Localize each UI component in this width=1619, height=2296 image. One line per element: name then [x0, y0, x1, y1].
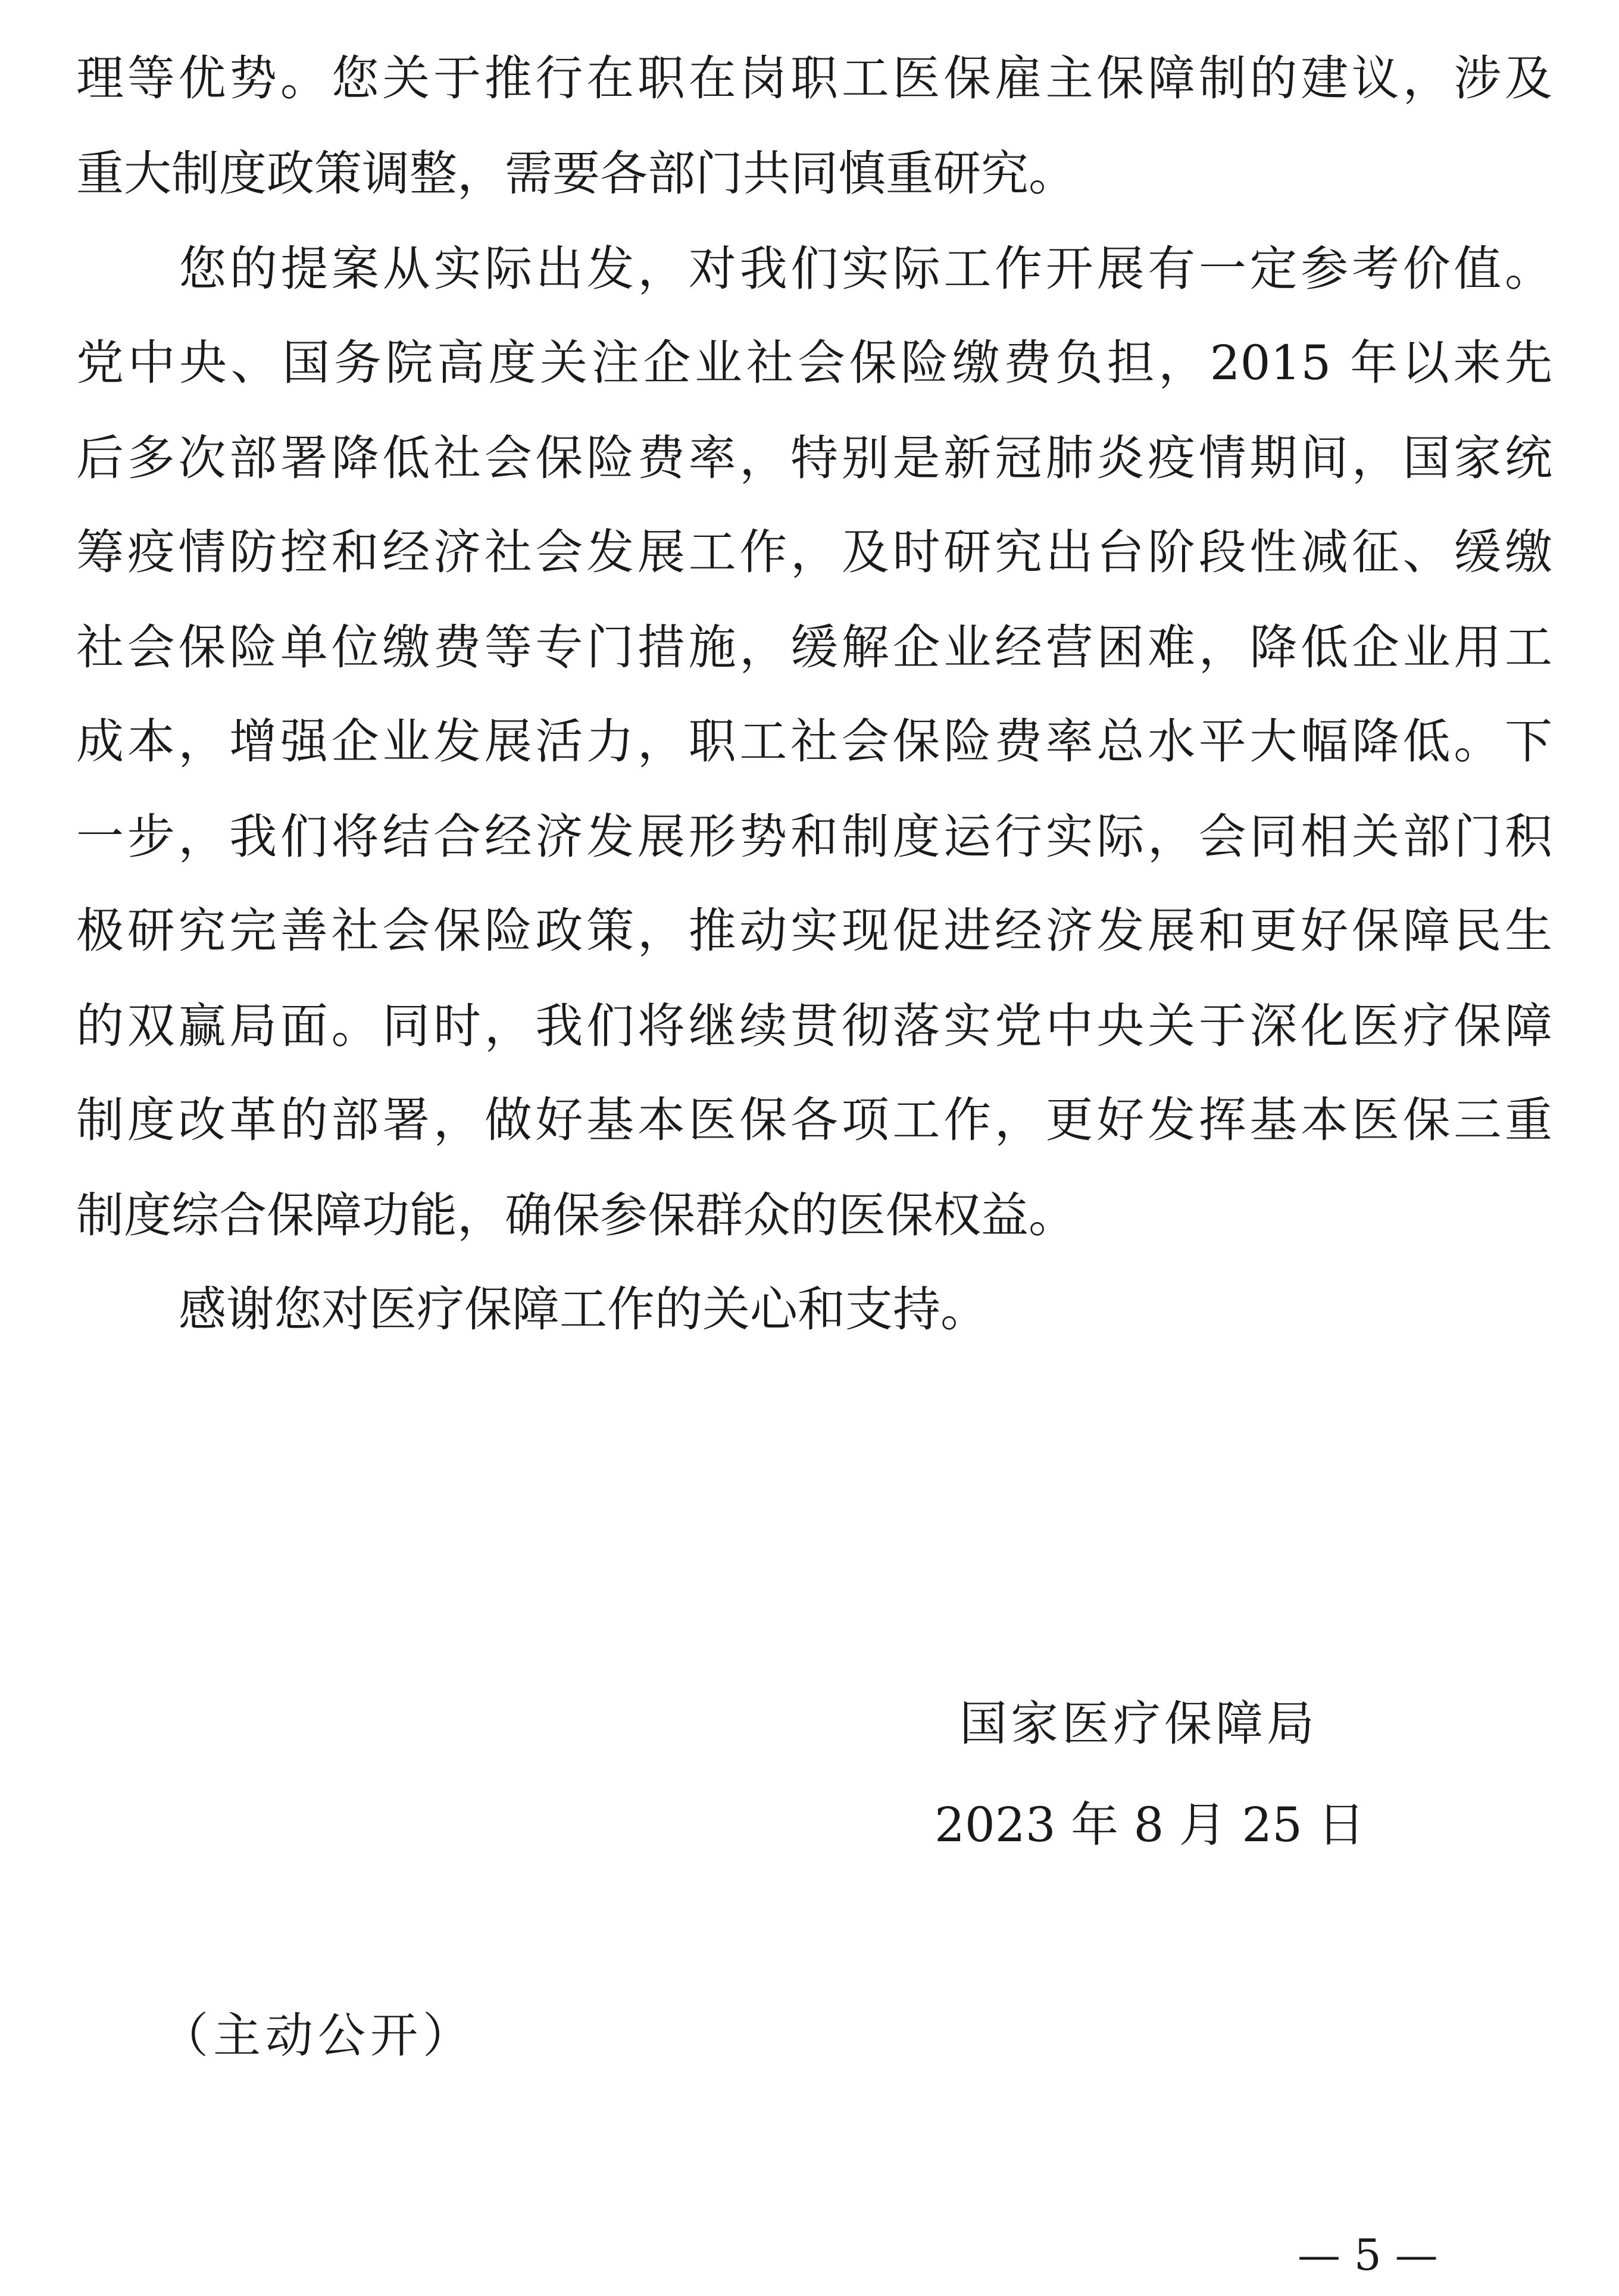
- body-line-12: 制度改革的部署，做好基本医保各项工作，更好发挥基本医保三重: [76, 1092, 1552, 1148]
- body-line-2: 重大制度政策调整，需要各部门共同慎重研究。: [76, 146, 1076, 201]
- body-line-10: 极研究完善社会保险政策，推动实现促进经济发展和更好保障民生: [76, 903, 1552, 958]
- body-line-1: 理等优势。您关于推行在职在岗职工医保雇主保障制的建议，涉及: [76, 51, 1552, 106]
- body-line-14: 感谢您对医疗保障工作的关心和支持。: [179, 1282, 988, 1337]
- body-line-9: 一步，我们将结合经济发展形势和制度运行实际，会同相关部门积: [76, 809, 1552, 864]
- body-line-6: 筹疫情防控和经济社会发展工作，及时研究出台阶段性减征、缓缴: [76, 524, 1552, 580]
- disclosure-note: （主动公开）: [161, 2008, 475, 2063]
- signature-organization: 国家医疗保障局: [959, 1696, 1318, 1751]
- body-line-13: 制度综合保障功能，确保参保群众的医保权益。: [76, 1188, 1076, 1243]
- body-line-11: 的双赢局面。同时，我们将继续贯彻落实党中央关于深化医疗保障: [76, 998, 1552, 1054]
- body-line-4: 党中央、国务院高度关注企业社会保险缴费负担，2015 年以来先: [76, 335, 1552, 391]
- page-number: — 5 —: [1298, 2230, 1438, 2280]
- signature-date: 2023 年 8 月 25 日: [934, 1797, 1365, 1853]
- body-line-5: 后多次部署降低社会保险费率，特别是新冠肺炎疫情期间，国家统: [76, 430, 1552, 486]
- body-line-8: 成本，增强企业发展活力，职工社会保险费率总水平大幅降低。下: [76, 714, 1552, 769]
- body-line-7: 社会保险单位缴费等专门措施，缓解企业经营困难，降低企业用工: [76, 620, 1552, 675]
- body-line-3: 您的提案从实际出发，对我们实际工作开展有一定参考价值。: [179, 241, 1552, 296]
